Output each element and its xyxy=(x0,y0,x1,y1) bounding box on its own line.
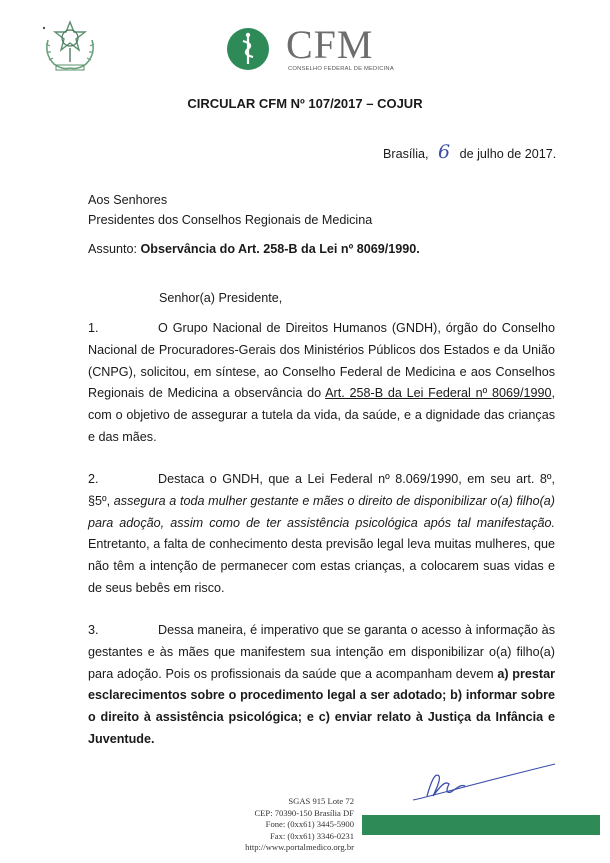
cfm-logo-subtitle: CONSELHO FEDERAL DE MEDICINA xyxy=(288,66,394,72)
date-day-handwritten: 6 xyxy=(438,141,451,163)
cfm-emblem-icon xyxy=(224,26,274,72)
salutation: Senhor(a) Presidente, xyxy=(159,291,283,305)
subject-line xyxy=(88,239,420,261)
paragraph-2-italic: assegura a toda mulher gestante e mães o direito de disponibilizar o(a) filho(a) para adoção, assim como de ter assistência psicológica após tal manifestação. xyxy=(88,493,555,530)
paragraph-2-number: 2. xyxy=(88,472,99,486)
footer-street: SGAS 915 Lote 72 xyxy=(288,796,354,806)
handwritten-initials-icon xyxy=(405,758,565,806)
brazil-coat-of-arms-icon xyxy=(38,18,102,76)
addressee xyxy=(88,190,372,232)
subject-label: Assunto: xyxy=(88,242,138,256)
addressee-line-1: Aos Senhores xyxy=(88,193,168,207)
paragraph-3: 3. Dessa maneira, é imperativo que se garanta o acesso à informação às gestantes e às mães que manifestem sua intenção em disponibilizar o(a) filho(a) para adoção. Pois os profissionais da saúde que a acompanham devem a) prestar esclarecimentos sobre o procedimento legal a ser adotado; b) informar sobre o direito à assistência psicológica; e c) enviar relato à Justiça da Infância e Juventude. xyxy=(88,620,555,751)
law-reference: Art. 258-B da Lei Federal nº 8069/1990 xyxy=(325,386,552,401)
date-line xyxy=(383,141,556,163)
circular-title: CIRCULAR CFM Nº 107/2017 – COJUR xyxy=(187,96,423,111)
cfm-logo-text: CFM xyxy=(286,22,374,67)
footer-green-band xyxy=(362,815,600,835)
footer-cep: CEP: 70390-150 Brasília DF xyxy=(254,807,354,818)
addressee-line-2: Presidentes dos Conselhos Regionais de Medicina xyxy=(88,212,373,227)
subject-text: Observância do Art. 258-B da Lei nº 8069/1990. xyxy=(140,242,420,256)
date-city: Brasília, xyxy=(383,147,429,161)
paragraph-2: 2. Destaca o GNDH, que a Lei Federal nº 8.069/1990, em seu art. 8º, §5º, assegura a toda mulher gestante e mães o direito de disponibilizar o(a) filho(a) para adoção, assim como de ter assistência psicológica após tal manifestação. Entretanto, a falta de conhecimento desta previsão legal leva muitas mulheres, que não têm a intenção de permanecer com estas crianças, a colocarem suas vidas e de seus bebês em risco. xyxy=(88,469,555,600)
footer-address xyxy=(230,796,354,854)
paragraph-1-number: 1. xyxy=(88,321,99,335)
date-rest: de julho de 2017. xyxy=(459,147,557,161)
footer-fax: Fax: (0xx61) 3346-0231 xyxy=(269,830,354,841)
paragraph-3-bold: a) prestar esclarecimentos sobre o procedimento legal a ser adotado; b) informar sobre o direito à assistência psicológica; e c) enviar relato à Justiça da Infância e Juventude. xyxy=(88,666,555,746)
cfm-logo xyxy=(224,22,394,74)
footer-website: http://www.portalmedico.org.br xyxy=(245,842,354,853)
paragraph-3-number: 3. xyxy=(88,623,99,637)
footer-phone: Fone: (0xx61) 3445-5900 xyxy=(265,819,354,830)
paragraph-1: 1. O Grupo Nacional de Direitos Humanos (GNDH), órgão do Conselho Nacional de Procuradores-Gerais dos Ministérios Públicos dos Estados e da União (CNPG), solicitou, em síntese, ao Conselho Federal de Medicina e aos Conselhos Regionais de Medicina a observância do Art. 258-B da Lei Federal nº 8069/1990, com o objetivo de assegurar a tutela da vida, da saúde, e a dignidade das crianças e das mães. xyxy=(88,318,555,449)
